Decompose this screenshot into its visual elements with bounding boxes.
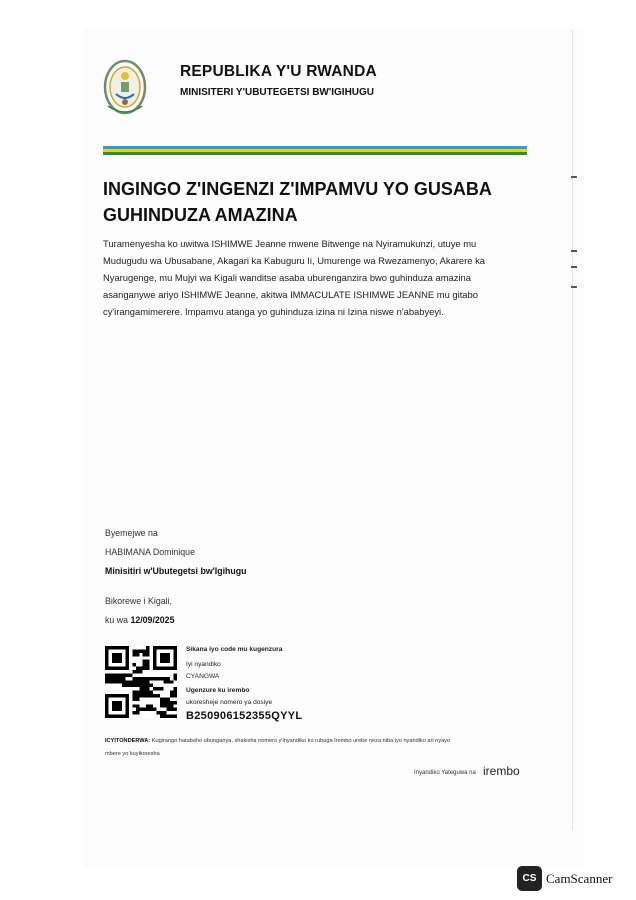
edge-mark [571, 286, 577, 288]
verify-sub: ukoresheje nomero ya dosiye [186, 699, 273, 706]
warning-note: ICYITONDERWA: Kugirango hatabaho ubunganya, shakisha nomero y'inyandiko ku rubuga Irembo urebe neza niba iyo nyandiko ari nyayo mbere yo kuyikoresha [105, 738, 451, 757]
document-heading: INGINGO Z'INGENZI Z'IMPAMVU YO GUSABA GUHINDUZA AMAZINA [103, 179, 492, 225]
body-line: Mudugudu wa Ubusabane, Akagari ka Kabuguru Ii, Umurenge wa Rwezamenyo, Akarere ka [103, 255, 485, 266]
country-title: REPUBLIKA Y'U RWANDA [180, 63, 377, 80]
or-label: CYANGWA [186, 673, 220, 680]
scan-label: Sikana iyo code mu kugenzura [186, 646, 283, 653]
signatory-name: HABIMANA Dominique [105, 547, 195, 557]
reference-number[interactable]: B250906152355QYYL [186, 710, 303, 722]
prepared-by-label: Inyandiko Yateguwa na [414, 770, 476, 776]
issue-place: Bikorewe i Kigali, [105, 596, 172, 606]
edge-mark [571, 266, 577, 268]
issue-date: ku wa 12/09/2025 [105, 615, 175, 625]
body-line: Turamenyesha ko uwitwa ISHIMWE Jeanne mwene Bitwenge na Nyiramukunzi, utuye mu [103, 238, 477, 249]
body-line: Nyarugenge, mu Mujyi wa Kigali wanditse asaba uburenganzira bwo guhinduza amazina [103, 272, 471, 283]
edge-mark [571, 176, 577, 178]
qr-code[interactable] [105, 646, 177, 718]
scan-sub: Iyi nyandiko [186, 661, 221, 668]
ministry-title: MINISITERI Y'UBUTEGETSI BW'IGIHUGU [180, 87, 375, 98]
body-line: cy'irangamimerere. Impamvu atanga yo guhinduza izina ni Izina niswe n'ababyeyi. [103, 306, 444, 317]
flag-stripe [103, 146, 527, 155]
camscanner-icon: CS [517, 866, 542, 891]
camscanner-label: CamScanner [546, 871, 613, 886]
page-edge [572, 30, 573, 830]
signatory-title: Minisitiri w'Ubutegetsi bw'Igihugu [105, 566, 247, 576]
edge-mark [571, 250, 577, 252]
irembo-logo: irembo [483, 764, 520, 778]
document-body [103, 235, 513, 320]
body-line: asanganywe ariyo ISHIMWE Jeanne, akitwa IMMACULATE ISHIMWE JEANNE mu gitabo [103, 289, 478, 300]
coat-of-arms-icon [102, 58, 148, 116]
verify-label: Ugenzure ku irembo [186, 687, 250, 694]
approved-label: Byemejwe na [105, 528, 158, 538]
